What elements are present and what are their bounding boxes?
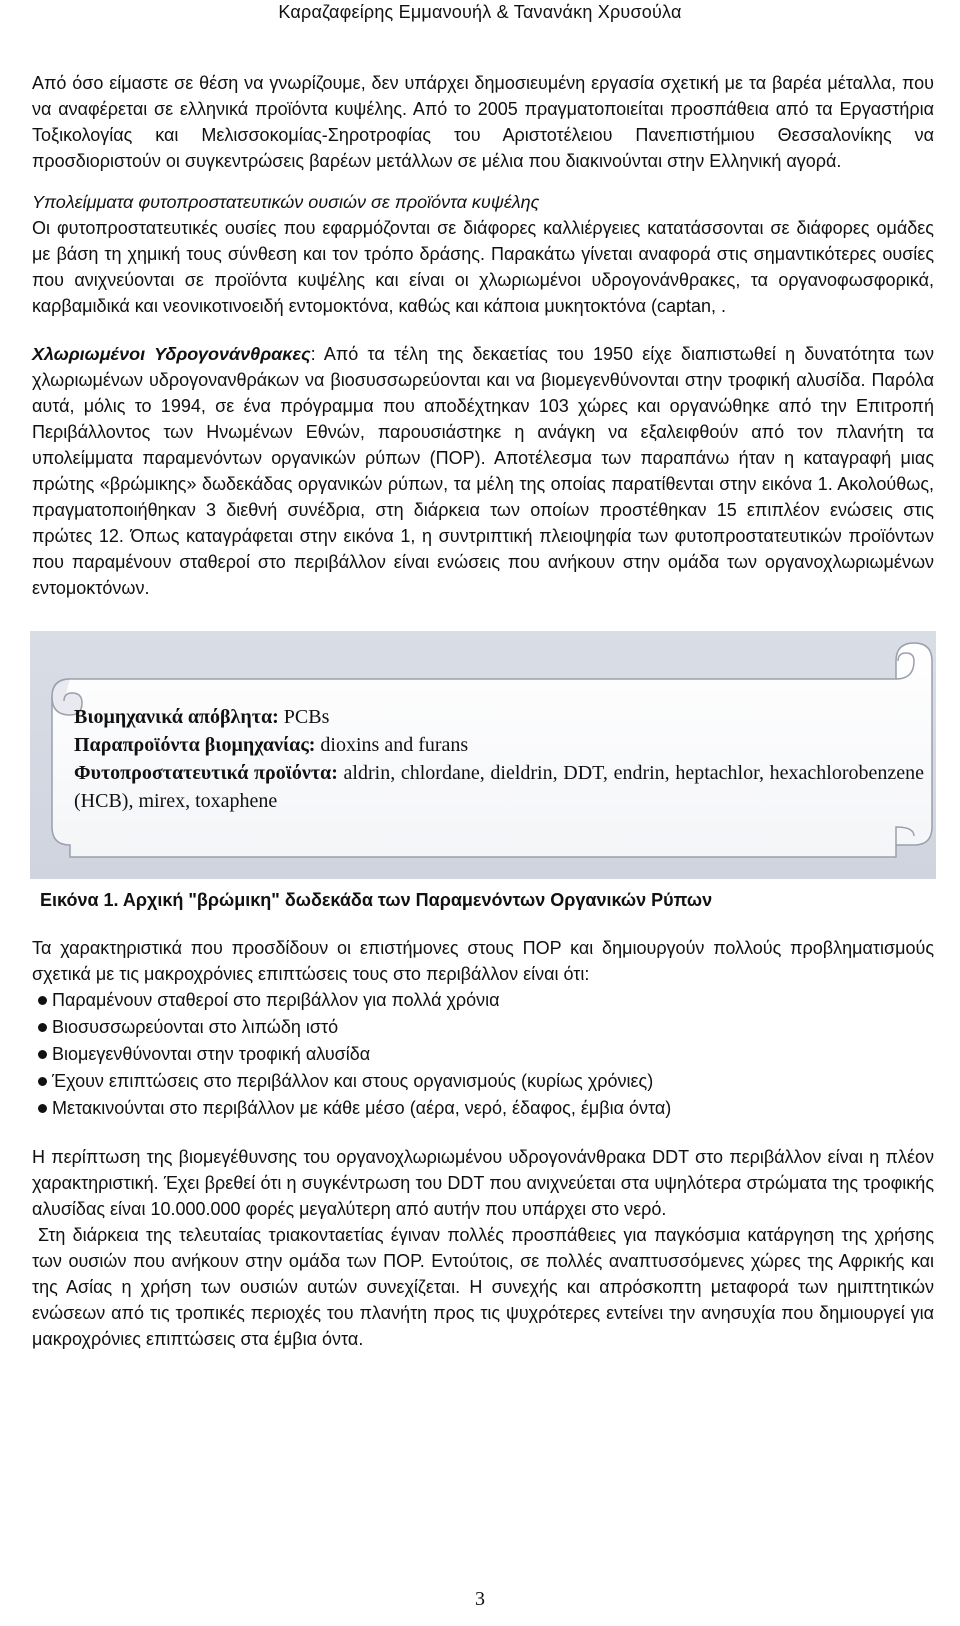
industrial-value: PCBs (278, 706, 330, 728)
byproducts-label: Παραπροϊόντα βιομηχανίας: (74, 734, 316, 756)
figure-caption: Εικόνα 1. Αρχική "βρώμικη" δωδεκάδα των Παραμενόντων Οργανικών Ρύπων (40, 890, 713, 910)
page-number: 3 (475, 1588, 485, 1610)
figure-line-industrial (74, 703, 924, 731)
list-item: Βιοσυσσωρεύονται στο λιπώδη ιστό (32, 1014, 934, 1041)
intro-paragraph: Από όσο είμαστε σε θέση να γνωρίζουμε, δεν υπάρχει δημοσιευμένη εργασία σχετική με τα βαρέα μέταλλα, που να αναφέρεται σε ελληνικά προϊόντα κυψέλης. Από το 2005 πραγματοποιείται προσπάθεια από τα Εργαστήρια Τοξικολογίας και Μελισσοκομίας-Σηροτροφίας του Αριστοτέλειου Πανεπιστήμιου Θεσσαλονίκης να προσδιοριστούν οι συγκεντρώσεις βαρέων μετάλλων σε μέλια που διακινούνται στην Ελληνική αγορά. (32, 73, 934, 171)
list-item: Έχουν επιπτώσεις στο περιβάλλον και στους οργανισμούς (κυρίως χρόνιες) (32, 1068, 934, 1095)
characteristics-intro: Τα χαρακτηριστικά που προσδίδουν οι επιστήμονες στους ΠΟΡ και δημιουργούν πολλούς προβληματισμούς σχετικά με τις μακροχρόνιες επιπτώσεις τους στο περιβάλλον είναι ότι: (32, 938, 934, 984)
figure-line-pesticides (74, 759, 924, 815)
document-body (32, 70, 934, 1352)
bullet-icon (38, 1077, 47, 1086)
bullet-icon (38, 1050, 47, 1059)
figure-1 (32, 631, 934, 879)
list-item: Παραμένουν σταθεροί στο περιβάλλον για πολλά χρόνια (32, 987, 934, 1014)
global-ban-paragraph: Στη διάρκεια της τελευταίας τριακονταετίας έγιναν πολλές προσπάθειες για παγκόσμια κατάργηση της χρήσης των ουσιών που ανήκουν στην ομάδα των ΠΟΡ. Εντούτοις, σε πολλές αναπτυσσόμενες χώρες της Αφρικής και της Ασίας η χρήση των ουσιών αυτών συνεχίζεται. Η συνεχής και απρόσκοπτη μεταφορά των ημιπτητικών ενώσεων από τις τροπικές περιοχές του πλανήτη προς τις ψυχρότερες εντείνει την ανησυχία που δημιουργεί για μακροχρόνιες επιπτώσεις στα έμβια όντα. (32, 1225, 934, 1349)
bullet-icon (38, 1023, 47, 1032)
figure-line-byproducts (74, 731, 924, 759)
pesticides-heading: Υπολείμματα φυτοπροστατευτικών ουσιών σε προϊόντα κυψέλης (32, 192, 540, 212)
characteristics-list (32, 987, 934, 1122)
industrial-label: Βιομηχανικά απόβλητα: (74, 706, 279, 728)
byproducts-value: dioxins and furans (315, 734, 469, 756)
figure-content (74, 703, 924, 815)
pesticides-value: aldrin, chlordane, dieldrin, DDT, endrin, heptachlor, hexachlorobenzene (HCB), mirex, toxaphene (74, 762, 924, 812)
pesticides-label: Φυτοπροστατευτικά προϊόντα: (74, 762, 338, 784)
chlorinated-colon: : (310, 344, 316, 364)
bullet-icon (38, 1104, 47, 1113)
chlorinated-paragraph (32, 341, 934, 601)
chlorinated-term: Χλωριωμένοι Υδρογονάνθρακες (32, 344, 311, 364)
running-header: Καραζαφείρης Εμμανουήλ & Τανανάκη Χρυσούλα (278, 2, 682, 22)
chlorinated-text: Από τα τέλη της δεκαετίας του 1950 είχε διαπιστωθεί η δυνατότητα των χλωριωμένων υδρογονανθράκων να βιοσυσσωρεύονται και να βιομεγενθύνονται στην τροφική αλυσίδα. Παρόλα αυτά, μόλις το 1994, σε ένα πρόγραμμα που αποδέχτηκαν 103 χώρες και οργανώθηκε από την Επιτροπή Περιβάλλοντος των Ηνωμένων Εθνών, παρουσιάστηκε η ανάγκη να εξαλειφθούν από τον πλανήτη τα υπολείμματα παραμενόντων οργανικών ρύπων (ΠΟΡ). Αποτέλεσμα των παραπάνω ήταν η καταγραφή μιας πρώτης «βρώμικης» δωδεκάδας οργανικών ρύπων, τα μέλη της οποίας παρατίθενται στην εικόνα 1. Ακολούθως, πραγματοποιήθηκαν 3 διεθνή συνέδρια, στη διάρκεια των οποίων προστέθηκαν 15 επιπλέον ενώσεις στις πρώτες 12. Όπως καταγράφεται στην εικόνα 1, η συντριπτική πλειοψηφία των φυτοπροστατευτικών προϊόντων που παραμένουν σταθεροί στο περιβάλλον είναι ενώσεις που ανήκουν στην ομάδα των οργανοχλωριωμένων εντομοκτόνων. (32, 344, 934, 598)
list-item: Μετακινούνται στο περιβάλλον με κάθε μέσο (αέρα, νερό, έδαφος, έμβια όντα) (32, 1095, 934, 1122)
ddt-paragraph: Η περίπτωση της βιομεγέθυνσης του οργανοχλωριωμένου υδρογονάνθρακα DDT στο περιβάλλον είναι η πλέον χαρακτηριστική. Έχει βρεθεί ότι η συγκέντρωση του DDT που ανιχνεύεται στα υψηλότερα στρώματα της τροφικής αλυσίδας είναι 10.000.000 φορές μεγαλύτερη από αυτήν που υπάρχει στο νερό. (32, 1147, 934, 1219)
pesticides-paragraph: Οι φυτοπροστατευτικές ουσίες που εφαρμόζονται σε διάφορες καλλιέργειες κατατάσσονται σε διάφορες ομάδες με βάση τη χημική τους σύνθεση και τον τρόπο δράσης. Παρακάτω γίνεται αναφορά στις σημαντικότερες ουσίες που ανιχνεύονται σε προϊόντα κυψέλης και είναι οι χλωριωμένοι υδρογονάνθρακες, τα οργανοφωσφορικά, καρβαμιδικά και νεονικοτινοειδή εντομοκτόνα, καθώς και κάποια μυκητοκτόνα (captan, . (32, 218, 934, 316)
bullet-icon (38, 996, 47, 1005)
list-item: Βιομεγενθύνονται στην τροφική αλυσίδα (32, 1041, 934, 1068)
